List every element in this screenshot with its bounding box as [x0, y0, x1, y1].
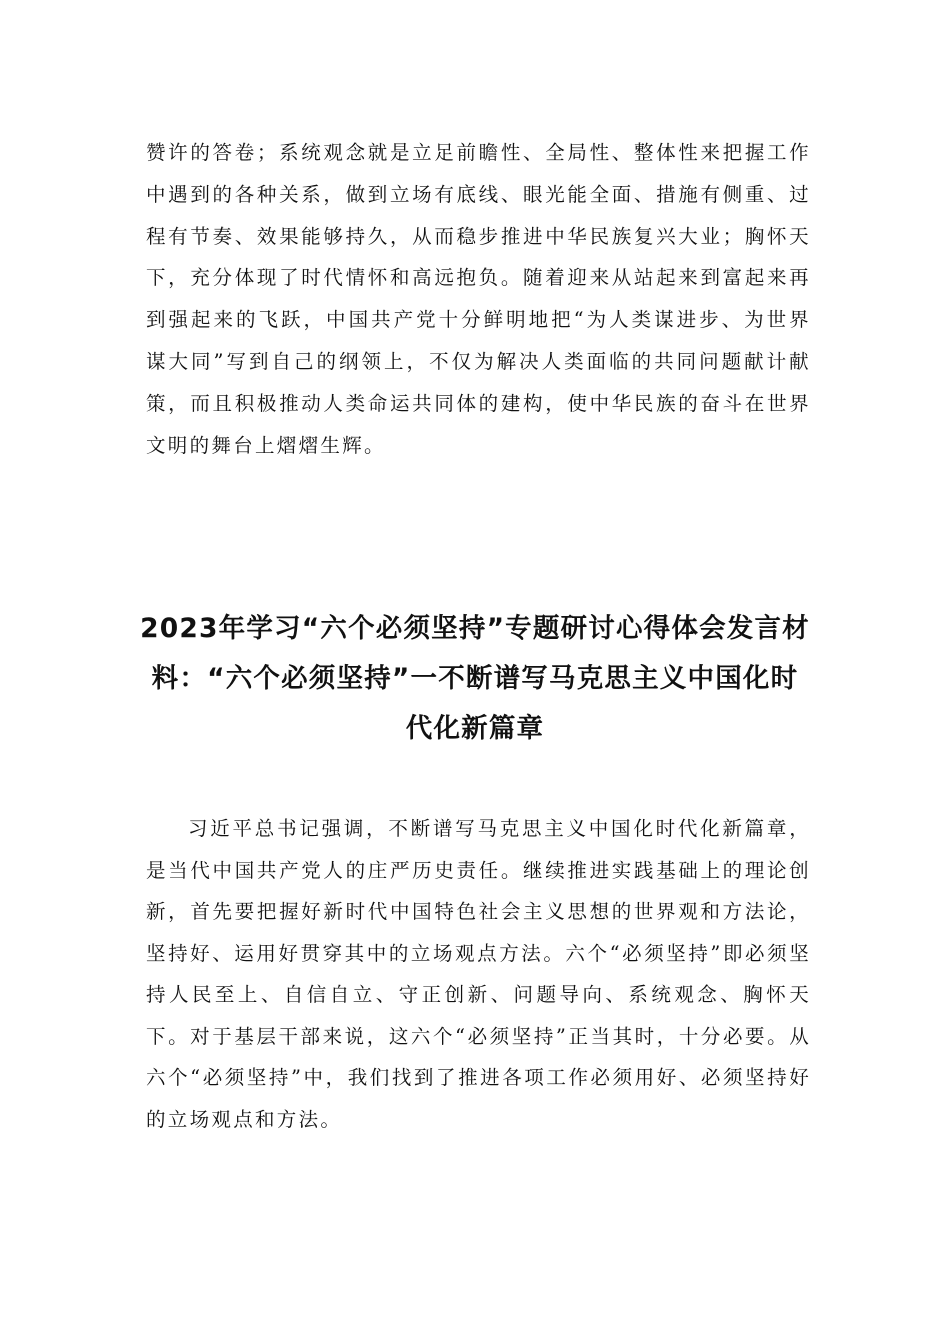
paragraph-continuation: 赞许的答卷；系统观念就是立足前瞻性、全局性、整体性来把握工作中遇到的各种关系，做到立场有底线、眼光能全面、措施有侧重、过程有节奏、效果能够持久，从而稳步推进中华民族复兴大业；胸怀天下，充分体现了时代情怀和高远抱负。随着迎来从站起来到富起来再到强起来的飞跃，中国共产党十分鲜明地把“为人类谋进步、为世界谋大同”写到自己的纲领上，不仅为解决人类面临的共同问题献计献策，而且积极推动人类命运共同体的建构，使中华民族的奋斗在世界文明的舞台上熠熠生辉。 — [146, 141, 811, 457]
paragraph-intro: 习近平总书记强调，不断谱写马克思主义中国化时代化新篇章，是当代中国共产党人的庄严历史责任。继续推进实践基础上的理论创新，首先要把握好新时代中国特色社会主义思想的世界观和方法论，坚持好、运用好贯穿其中的立场观点方法。六个“必须坚持”即必须坚持人民至上、自信自立、守正创新、问题导向、系统观念、胸怀天下。对于基层干部来说，这六个“必须坚持”正当其时，十分必要。从六个“必须坚持”中，我们找到了推进各项工作必须用好、必须坚持好的立场观点和方法。 — [146, 817, 811, 1131]
article-heading: 2023年学习“六个必须坚持”专题研讨心得体会发言材料：“六个必须坚持”一不断谱写马克思主义中国化时代化新篇章 — [140, 613, 810, 744]
